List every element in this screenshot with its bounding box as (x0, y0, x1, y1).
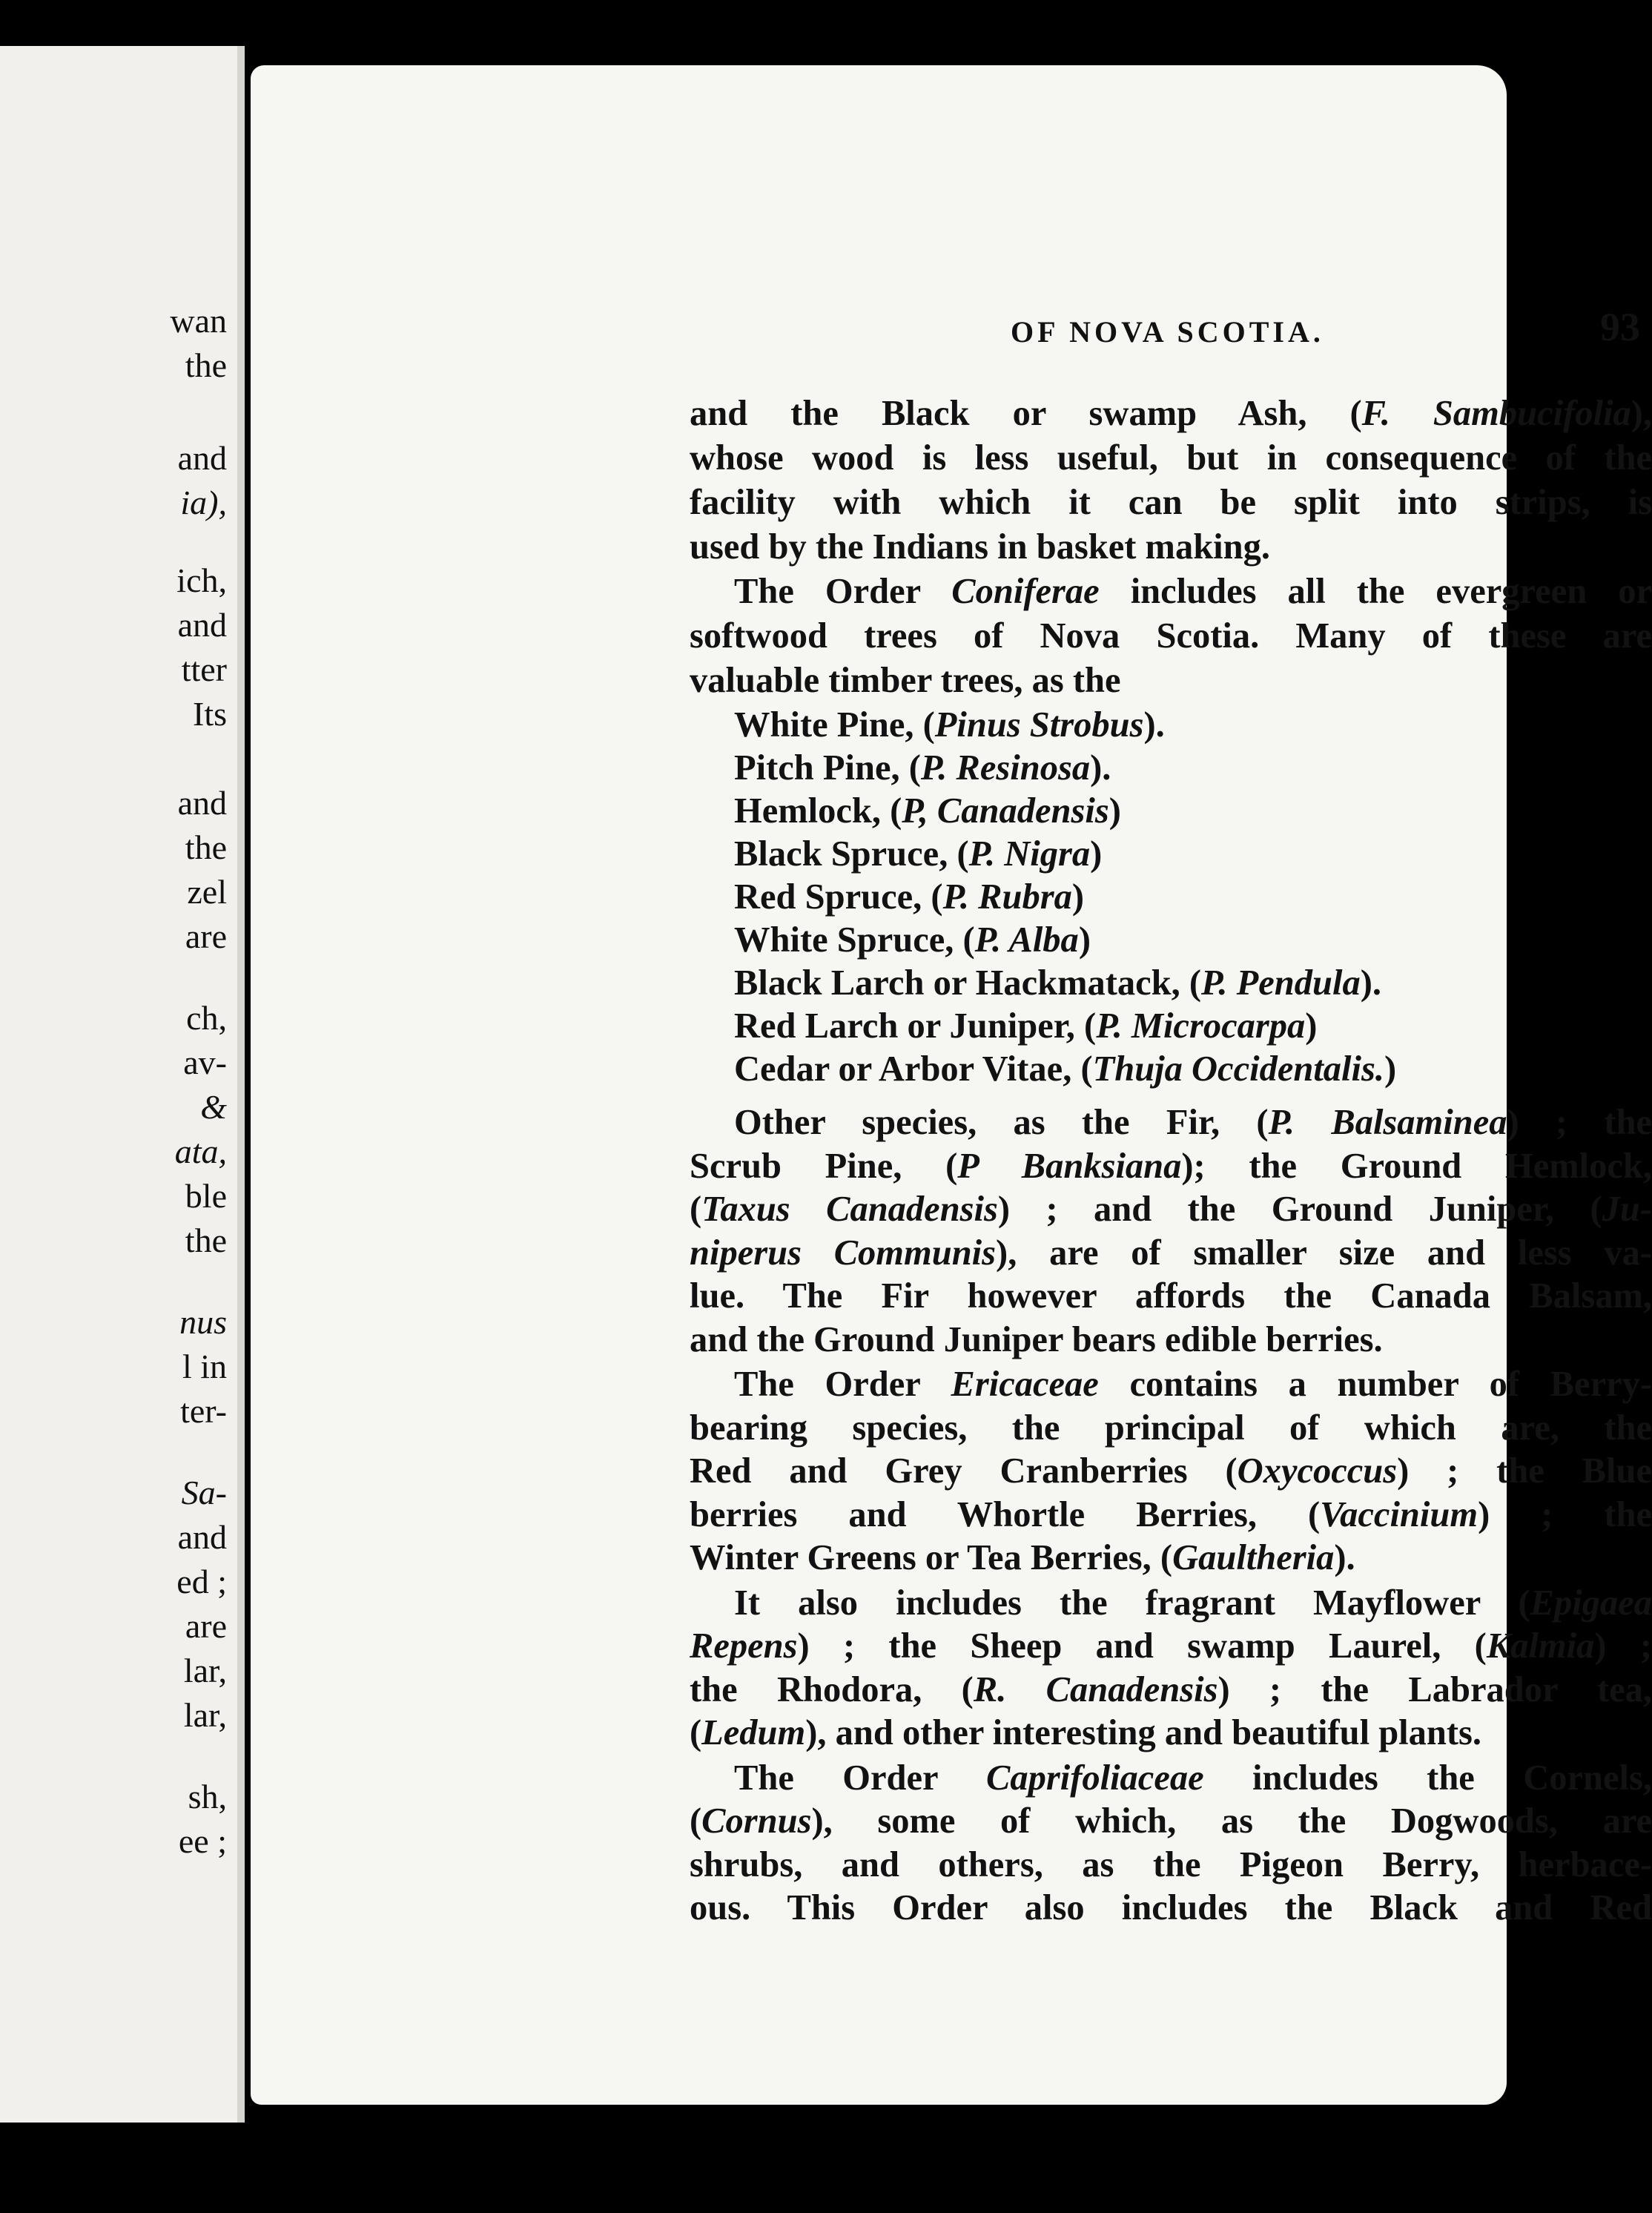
body-line: and the Ground Juniper bears edible berries. (690, 1320, 1383, 1359)
page (251, 65, 1652, 2105)
body-line: Scrub Pine, (P Banksiana); the Ground Hemlock, (690, 1147, 1652, 1186)
fragment-text: nus (179, 1303, 227, 1341)
body-line: used by the Indians in basket making. (690, 527, 1271, 567)
tree-list-item: Red Spruce, (P. Rubra) (734, 877, 1085, 917)
fragment-text: the (185, 346, 227, 384)
fragment-text: ee ; (178, 1822, 227, 1860)
body-line: facility with which it can be split into strips, is (690, 483, 1652, 522)
fragment-text: the (185, 1221, 227, 1259)
fragment-text: and (177, 439, 227, 477)
body-line: niperus Communis), are of smaller size and less va- (690, 1233, 1652, 1273)
body-line: valuable timber trees, as the (690, 661, 1121, 700)
tree-list-item: Hemlock, (P, Canadensis) (734, 791, 1121, 831)
fragment-text: ich, (176, 561, 227, 599)
body-line: lue. The Fir however affords the Canada Balsam, (690, 1276, 1652, 1316)
body-line: Repens) ; the Sheep and swamp Laurel, (Kalmia) ; (690, 1626, 1652, 1666)
body-line: The Order Coniferae includes all the evergreen or (734, 572, 1652, 611)
fragment-text: l in (182, 1348, 227, 1385)
body-line: (Taxus Canadensis) ; and the Ground Juniper, (Ju- (690, 1190, 1652, 1229)
body-line: bearing species, the principal of which are, the (690, 1408, 1652, 1448)
fragment-text: ble (185, 1177, 227, 1215)
fragment-text: ata, (174, 1132, 227, 1170)
fragment-text: and (177, 1518, 227, 1556)
fragment-text: lar, (183, 1696, 227, 1734)
running-head: OF NOVA SCOTIA. (1011, 315, 1324, 349)
fragment-text: ter- (180, 1392, 227, 1430)
tree-list-item: Black Spruce, (P. Nigra) (734, 834, 1103, 874)
body-line: the Rhodora, (R. Canadensis) ; the Labrador tea, (690, 1670, 1652, 1709)
body-line: shrubs, and others, as the Pigeon Berry, herbace- (690, 1845, 1652, 1884)
body-line: (Ledum), and other interesting and beautiful plants. (690, 1713, 1482, 1752)
body-line: Other species, as the Fir, (P. Balsaminea) ; the (734, 1103, 1652, 1142)
tree-list-item: Red Larch or Juniper, (P. Microcarpa) (734, 1006, 1318, 1046)
fragment-text: Sa- (181, 1474, 227, 1511)
fragment-text: zel (187, 873, 227, 911)
fragment-text: and (177, 784, 227, 822)
tree-list-item: White Pine, (Pinus Strobus). (734, 705, 1165, 745)
fragment-text: & (200, 1088, 227, 1126)
body-line: It also includes the fragrant Mayflower (Epigaea (734, 1583, 1652, 1623)
fragment-text: the (185, 828, 227, 866)
fragment-text: sh, (188, 1778, 227, 1815)
fragment-text: are (185, 917, 227, 955)
body-line: and the Black or swamp Ash, (F. Sambucifolia), (690, 394, 1652, 433)
body-line: Red and Grey Cranberries (Oxycoccus) ; the Blue (690, 1451, 1652, 1491)
tree-list-item: Black Larch or Hackmatack, (P. Pendula). (734, 963, 1382, 1003)
fragment-text: tter (181, 650, 227, 688)
tree-list-item: Cedar or Arbor Vitae, (Thuja Occidentalis.) (734, 1049, 1397, 1089)
page-number: 93 (1600, 305, 1640, 349)
previous-page-fragment (0, 46, 245, 2123)
body-line: ous. This Order also includes the Black and Red (690, 1888, 1652, 1927)
fragment-text: av- (183, 1043, 227, 1081)
body-line: whose wood is less useful, but in consequence of the (690, 438, 1652, 478)
body-line: The Order Caprifoliaceae includes the Cornels, (734, 1758, 1652, 1798)
fragment-text: wan (170, 302, 227, 340)
body-line: softwood trees of Nova Scotia. Many of these are (690, 616, 1652, 656)
fragment-text: ed ; (176, 1563, 227, 1600)
fragment-text: Its (193, 695, 227, 733)
fragment-text: and (177, 606, 227, 644)
body-line: (Cornus), some of which, as the Dogwoods, are (690, 1801, 1652, 1841)
tree-list-item: Pitch Pine, (P. Resinosa). (734, 748, 1111, 788)
body-line: The Order Ericaceae contains a number of Berry- (734, 1365, 1652, 1404)
fragment-text: lar, (183, 1652, 227, 1689)
body-line: Winter Greens or Tea Berries, (Gaultheria). (690, 1538, 1355, 1577)
fragment-text: are (185, 1607, 227, 1645)
tree-list-item: White Spruce, (P. Alba) (734, 920, 1091, 960)
fragment-text: ia), (180, 484, 227, 521)
fragment-text: ch, (186, 999, 227, 1037)
body-line: berries and Whortle Berries, (Vaccinium) ; the (690, 1495, 1652, 1534)
